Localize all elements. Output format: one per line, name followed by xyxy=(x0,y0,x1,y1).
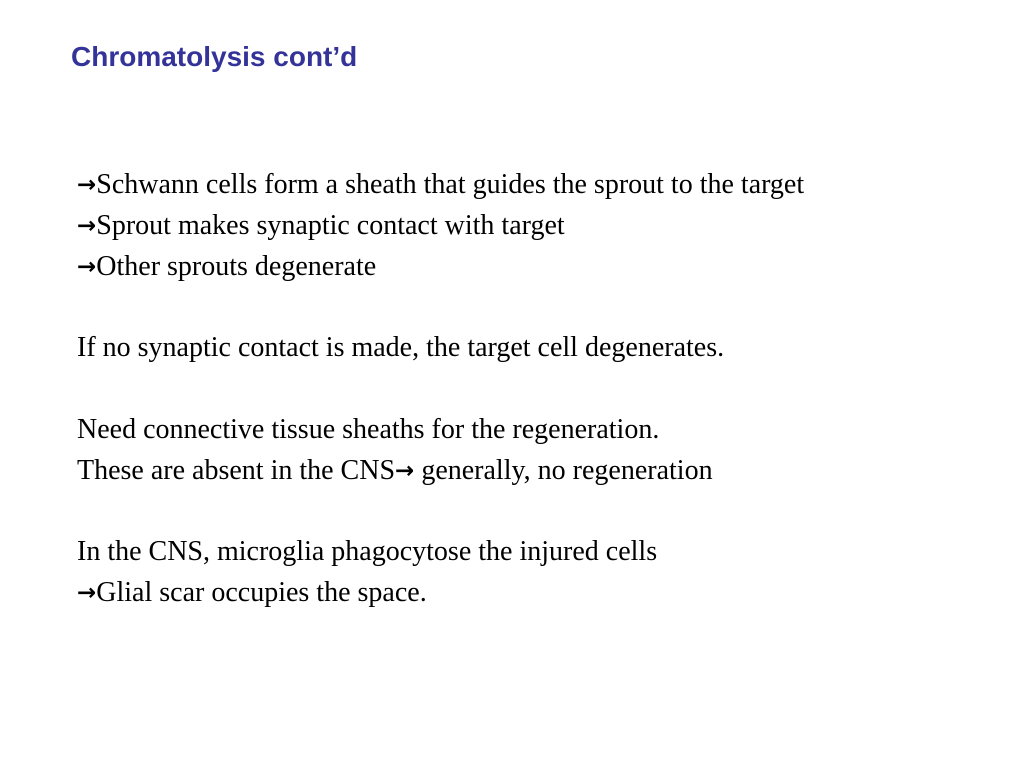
right-arrow-icon: → xyxy=(77,253,97,280)
paragraph-line xyxy=(77,451,804,492)
paragraph-text: These are absent in the CNS xyxy=(77,454,396,486)
bullet-line xyxy=(77,247,804,288)
paragraph-line: In the CNS, microglia phagocytose the injured cells xyxy=(77,536,658,568)
paragraph-text: generally, no regeneration xyxy=(421,454,713,486)
bullet-text: Glial scar occupies the space. xyxy=(96,576,427,608)
bullet-line xyxy=(77,573,804,614)
bullet-text: Other sprouts degenerate xyxy=(96,250,377,282)
bullet-text: Schwann cells form a sheath that guides the sprout to the target xyxy=(96,169,805,200)
paragraph-line: Need connective tissue sheaths for the regeneration. xyxy=(77,413,660,445)
right-arrow-icon: → xyxy=(77,172,97,198)
spacer xyxy=(77,491,804,532)
bullet-text: Sprout makes synaptic contact with target xyxy=(96,209,565,241)
slide-body xyxy=(77,165,804,614)
bullet-line xyxy=(77,206,804,247)
spacer xyxy=(77,287,804,328)
right-arrow-icon: → xyxy=(395,457,415,484)
spacer xyxy=(77,369,804,410)
right-arrow-icon: → xyxy=(77,212,97,239)
slide-title: Chromatolysis cont’d xyxy=(71,41,358,72)
bullet-line xyxy=(77,165,804,206)
paragraph-line: If no synaptic contact is made, the target cell degenerates. xyxy=(77,332,725,364)
right-arrow-icon: → xyxy=(77,579,97,606)
